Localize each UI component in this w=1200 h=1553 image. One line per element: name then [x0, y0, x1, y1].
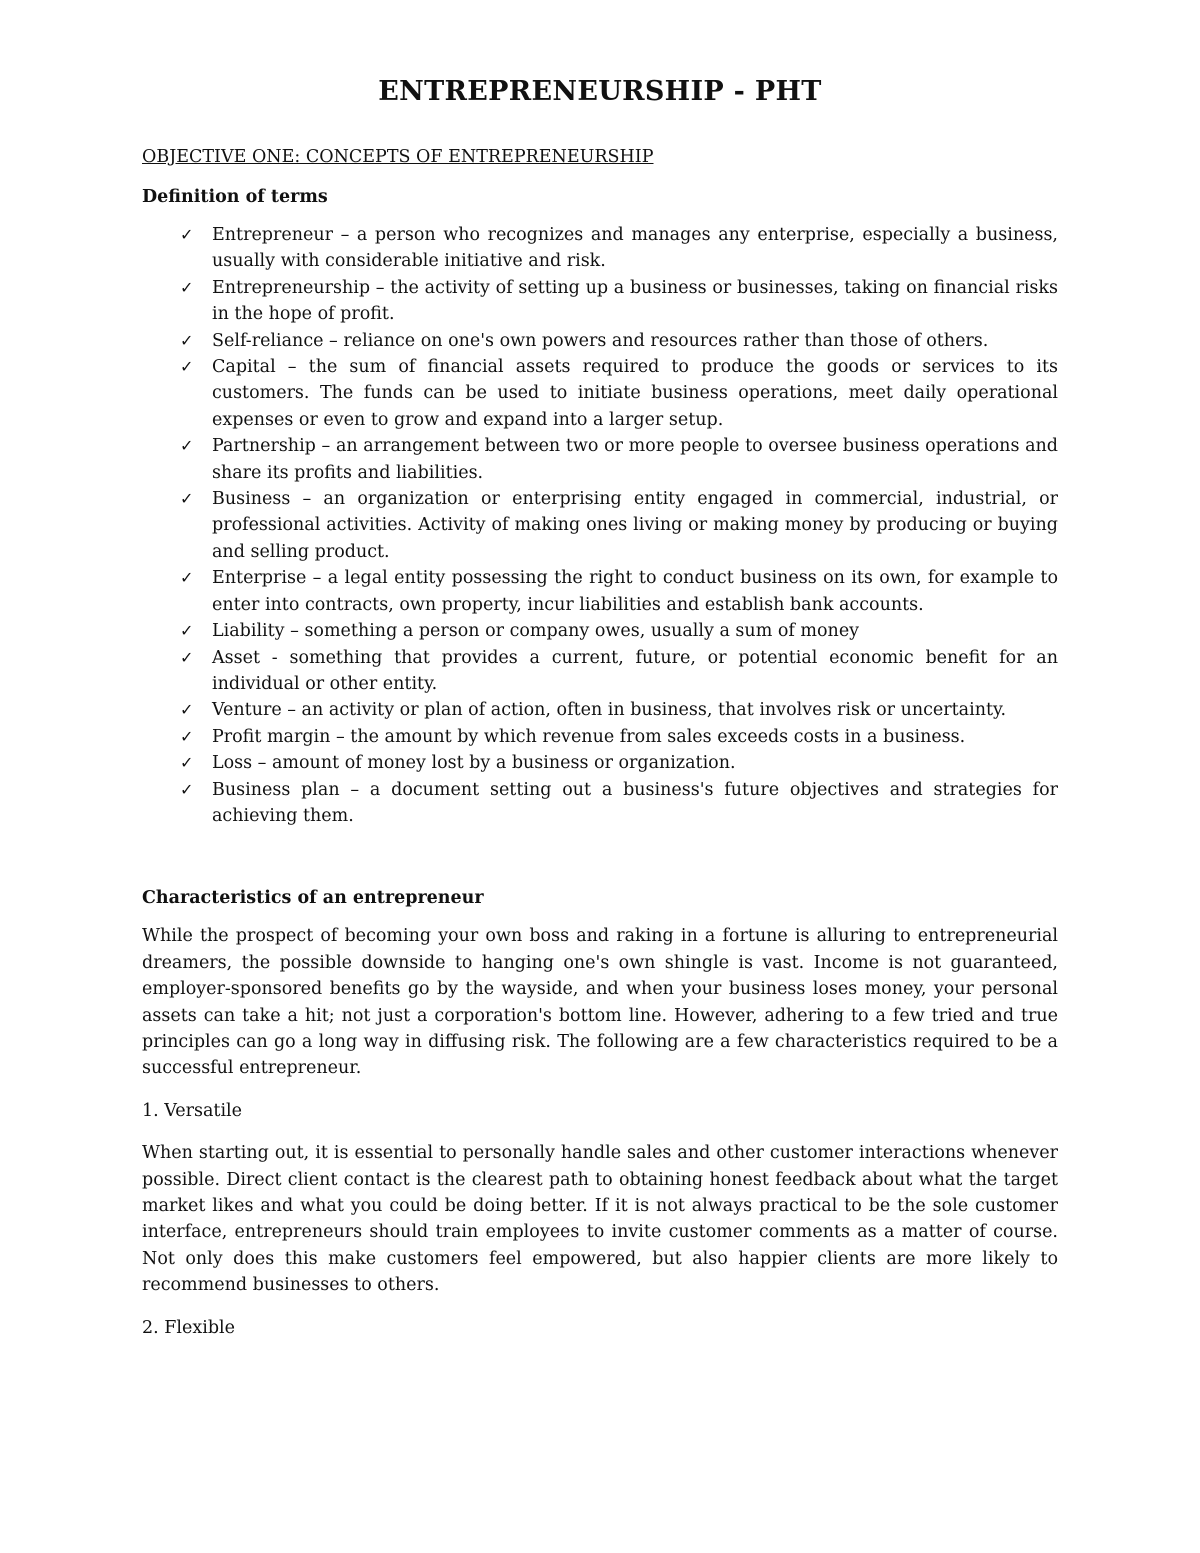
term-text: Entrepreneur – a person who recognizes and manages any enterprise, especially a business, usually with considerable initiative and risk.: [212, 225, 1058, 272]
checkmark-icon: ✓: [180, 700, 194, 720]
definitions-heading: Definition of terms: [142, 187, 328, 207]
page-title: ENTREPRENEURSHIP - PHT: [378, 76, 822, 107]
term-text: Enterprise – a legal entity possessing the right to conduct business on its own, for example to enter into contracts, own property, incur liabilities and establish bank accounts.: [212, 568, 1058, 615]
list-item: [142, 724, 1058, 750]
checkmark-icon: ✓: [180, 647, 194, 667]
checkmark-icon: ✓: [180, 357, 194, 377]
term-text: Business – an organization or enterprising entity engaged in commercial, industrial, or professional activities. Activity of making ones living or making money by producing or buying and selling product.: [212, 489, 1058, 562]
objective-heading: OBJECTIVE ONE: CONCEPTS OF ENTREPRENEURSHIP: [142, 147, 654, 167]
term-text: Partnership – an arrangement between two or more people to oversee business operations and share its profits and liabilities.: [212, 436, 1058, 483]
list-item: [142, 354, 1058, 433]
list-item: [142, 433, 1058, 486]
item1-heading: 1. Versatile: [142, 1100, 243, 1121]
checkmark-icon: ✓: [180, 779, 194, 799]
term-text: Profit margin – the amount by which revenue from sales exceeds costs in a business.: [212, 726, 966, 747]
list-item: [142, 777, 1058, 830]
section-spacer: [142, 829, 1058, 885]
term-text: Venture – an activity or plan of action, often in business, that involves risk or uncertainty.: [212, 700, 1007, 721]
terms-list: [142, 222, 1058, 829]
term-text: Asset - something that provides a current, future, or potential economic benefit for an individual or other entity.: [212, 647, 1058, 694]
checkmark-icon: ✓: [180, 330, 194, 350]
list-item: [142, 645, 1058, 698]
list-item: [142, 697, 1058, 723]
list-item: [142, 486, 1058, 565]
list-item: [142, 222, 1058, 275]
list-item: [142, 328, 1058, 354]
term-text: Liability – something a person or company owes, usually a sum of money: [212, 621, 860, 642]
item2-heading: 2. Flexible: [142, 1317, 235, 1338]
term-text: Self-reliance – reliance on one's own powers and resources rather than those of others.: [212, 330, 989, 351]
list-item: [142, 565, 1058, 618]
term-text: Entrepreneurship – the activity of setting up a business or businesses, taking on financial risks in the hope of profit.: [212, 277, 1058, 325]
checkmark-icon: ✓: [180, 489, 194, 509]
list-item: [142, 275, 1058, 328]
checkmark-icon: ✓: [180, 726, 194, 746]
characteristics-heading: Characteristics of an entrepreneur: [142, 888, 484, 909]
item1-text: When starting out, it is essential to personally handle sales and other customer interactions whenever possible. Direct client contact is the clearest path to obtaining honest feedback about what the target market likes and what you could be doing better. If it is not always practical to be the sole customer interface, entrepreneurs should train employees to invite customer comments as a matter of course. Not only does this make customers feel empowered, but also happier clients are more likely to recommend businesses to others.: [142, 1143, 1058, 1296]
checkmark-icon: ✓: [180, 225, 194, 244]
checkmark-icon: ✓: [180, 753, 194, 773]
checkmark-icon: ✓: [180, 277, 194, 297]
characteristics-intro: While the prospect of becoming your own boss and raking in a fortune is alluring to entrepreneurial dreamers, the possible downside to hanging one's own shingle is vast. Income is not guaranteed, employer-sponsored benefits go by the wayside, and when your business loses money, your personal assets can take a hit; not just a corporation's bottom line. However, adhering to a few tried and true principles can go a long way in diffusing risk. The following are a few characteristics required to be a successful entrepreneur.: [142, 926, 1058, 1079]
document-body: [142, 74, 1058, 1357]
term-text: Loss – amount of money lost by a business or organization.: [212, 753, 736, 774]
checkmark-icon: ✓: [180, 436, 194, 456]
list-item: [142, 750, 1058, 776]
checkmark-icon: ✓: [180, 568, 194, 588]
term-text: Business plan – a document setting out a business's future objectives and strategies for achieving them.: [212, 779, 1058, 826]
list-item: [142, 618, 1058, 644]
checkmark-icon: ✓: [180, 621, 194, 641]
term-text: Capital – the sum of financial assets required to produce the goods or services to its customers. The funds can be used to initiate business operations, meet daily operational expenses or even to grow and expand into a larger setup.: [212, 357, 1058, 430]
